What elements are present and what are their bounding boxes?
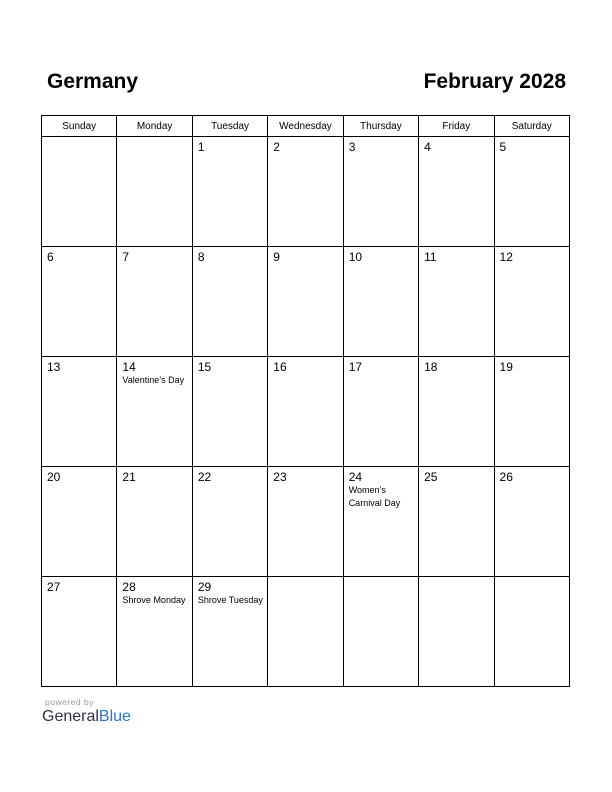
day-number: 24 [348, 470, 363, 484]
day-number: 7 [122, 250, 130, 264]
day-cell [192, 357, 267, 467]
day-number: 16 [273, 360, 287, 374]
day-number: 6 [47, 250, 54, 264]
weekday-saturday: Saturday [494, 116, 569, 137]
day-number: 10 [348, 250, 363, 264]
month-calendar-grid [41, 115, 570, 687]
day-cell [192, 467, 267, 577]
day-number: 3 [348, 140, 356, 154]
weekday-sunday: Sunday [42, 116, 117, 137]
weekday-header-row [42, 116, 570, 137]
day-cell [268, 137, 343, 247]
day-cell [42, 467, 117, 577]
day-number: 27 [47, 580, 61, 594]
day-number: 13 [47, 360, 61, 374]
week-row-5 [42, 577, 570, 687]
day-number: 8 [197, 250, 205, 264]
day-cell [42, 247, 117, 357]
holiday-label: Valentine’s Day [122, 375, 185, 385]
weekday-tuesday: Tuesday [192, 116, 267, 137]
powered-by-text: powered by [45, 697, 94, 707]
day-cell [192, 137, 267, 247]
day-cell [419, 357, 494, 467]
day-number: 12 [499, 250, 513, 264]
country-title: Germany [47, 70, 139, 93]
day-cell [42, 577, 117, 687]
day-number: 21 [122, 470, 136, 484]
day-number: 29 [197, 580, 212, 594]
day-cell [494, 247, 569, 357]
day-cell [343, 357, 418, 467]
day-number: 25 [424, 470, 438, 484]
day-number: 22 [197, 470, 212, 484]
day-number: 26 [499, 470, 513, 484]
week-row-3 [42, 357, 570, 467]
week-row-1 [42, 137, 570, 247]
day-cell [117, 467, 192, 577]
day-number: 23 [273, 470, 287, 484]
day-cell [268, 357, 343, 467]
month-year-title: February 2028 [423, 70, 566, 93]
day-number: 2 [273, 140, 280, 154]
day-cell [117, 137, 192, 247]
week-row-2 [42, 247, 570, 357]
day-cell [494, 467, 569, 577]
day-cell [117, 247, 192, 357]
day-number: 1 [197, 140, 205, 154]
day-cell [192, 247, 267, 357]
day-cell [268, 577, 343, 687]
day-cell [42, 357, 117, 467]
day-cell [117, 577, 192, 687]
day-number: 18 [424, 360, 438, 374]
day-cell [268, 467, 343, 577]
day-cell [419, 577, 494, 687]
day-cell [42, 137, 117, 247]
holiday-label: Women’s Carnival Day [348, 485, 401, 508]
holiday-label: Shrove Monday [122, 595, 186, 605]
weekday-friday: Friday [419, 116, 494, 137]
day-cell [117, 357, 192, 467]
calendar-header [46, 70, 566, 100]
day-number: 11 [424, 250, 437, 264]
generalblue-logo[interactable] [42, 708, 131, 726]
day-cell [268, 247, 343, 357]
weekday-monday: Monday [117, 116, 192, 137]
day-cell [494, 357, 569, 467]
day-cell [343, 467, 418, 577]
week-row-4 [42, 467, 570, 577]
day-cell [494, 577, 569, 687]
day-number: 28 [122, 580, 136, 594]
day-number: 15 [197, 360, 212, 374]
weekday-wednesday: Wednesday [268, 116, 343, 137]
day-cell [419, 247, 494, 357]
day-number: 9 [273, 250, 280, 264]
day-number: 19 [499, 360, 513, 374]
day-cell [494, 137, 569, 247]
day-number: 5 [499, 140, 507, 154]
day-number: 4 [424, 140, 431, 154]
holiday-label: Shrove Tuesday [197, 595, 263, 605]
day-cell [419, 467, 494, 577]
brand-general-text: General [42, 708, 99, 725]
day-cell [192, 577, 267, 687]
day-cell [343, 247, 418, 357]
weekday-thursday: Thursday [343, 116, 418, 137]
day-cell [419, 137, 494, 247]
day-number: 14 [122, 360, 136, 374]
day-number: 20 [47, 470, 61, 484]
day-cell [343, 137, 418, 247]
day-cell [343, 577, 418, 687]
brand-blue-text: Blue [98, 708, 131, 725]
day-number: 17 [348, 360, 363, 374]
footer-branding [42, 697, 131, 726]
